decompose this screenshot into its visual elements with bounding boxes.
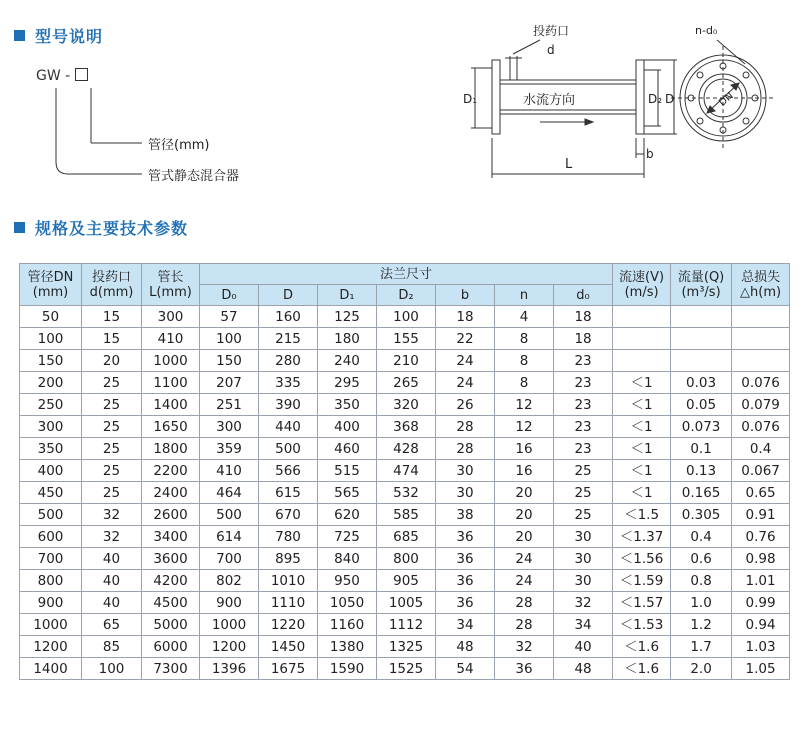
table-cell bbox=[732, 306, 790, 328]
table-cell: 1000 bbox=[142, 350, 200, 372]
table-cell: 900 bbox=[200, 592, 259, 614]
table-cell: 1000 bbox=[20, 614, 82, 636]
table-row bbox=[20, 306, 790, 328]
table-cell: ＜1.53 bbox=[613, 614, 671, 636]
table-cell: 85 bbox=[82, 636, 142, 658]
table-cell: 300 bbox=[20, 416, 82, 438]
header-flange-col: b bbox=[436, 285, 495, 306]
table-cell: 30 bbox=[436, 482, 495, 504]
table-cell: 30 bbox=[554, 526, 613, 548]
table-cell: 18 bbox=[554, 328, 613, 350]
table-cell: 25 bbox=[82, 394, 142, 416]
table-cell: 25 bbox=[82, 372, 142, 394]
table-cell: 40 bbox=[82, 548, 142, 570]
table-cell: 40 bbox=[554, 636, 613, 658]
table-cell: 0.076 bbox=[732, 416, 790, 438]
table-cell: 410 bbox=[200, 460, 259, 482]
table-cell: 57 bbox=[200, 306, 259, 328]
table-cell: 320 bbox=[377, 394, 436, 416]
table-cell: 0.8 bbox=[671, 570, 732, 592]
table-cell: 0.13 bbox=[671, 460, 732, 482]
table-cell: 32 bbox=[82, 504, 142, 526]
table-cell: 802 bbox=[200, 570, 259, 592]
table-cell: 895 bbox=[259, 548, 318, 570]
table-cell: 50 bbox=[20, 306, 82, 328]
table-cell: 474 bbox=[377, 460, 436, 482]
table-cell bbox=[671, 350, 732, 372]
table-cell: 40 bbox=[82, 570, 142, 592]
section-title-spec bbox=[14, 216, 188, 239]
header-length: 管长 L(mm) bbox=[142, 264, 200, 306]
table-cell: 685 bbox=[377, 526, 436, 548]
table-cell: 400 bbox=[20, 460, 82, 482]
table-cell: 725 bbox=[318, 526, 377, 548]
table-cell: 614 bbox=[200, 526, 259, 548]
table-cell: 1005 bbox=[377, 592, 436, 614]
table-cell: 20 bbox=[495, 526, 554, 548]
table-cell: 565 bbox=[318, 482, 377, 504]
table-cell: 1160 bbox=[318, 614, 377, 636]
table-cell bbox=[671, 306, 732, 328]
table-cell: 335 bbox=[259, 372, 318, 394]
table-cell: 2600 bbox=[142, 504, 200, 526]
table-cell: 0.165 bbox=[671, 482, 732, 504]
table-cell: 34 bbox=[436, 614, 495, 636]
table-row bbox=[20, 460, 790, 482]
table-cell: 780 bbox=[259, 526, 318, 548]
table-cell: 155 bbox=[377, 328, 436, 350]
table-cell: 5000 bbox=[142, 614, 200, 636]
title-marker-square bbox=[14, 30, 25, 41]
table-cell: 100 bbox=[20, 328, 82, 350]
table-cell: 30 bbox=[436, 460, 495, 482]
table-cell: 0.073 bbox=[671, 416, 732, 438]
label-product-name: 管式静态混合器 bbox=[148, 169, 240, 184]
table-cell: 160 bbox=[259, 306, 318, 328]
table-cell: 500 bbox=[259, 438, 318, 460]
table-cell: 36 bbox=[495, 658, 554, 680]
table-cell: 0.65 bbox=[732, 482, 790, 504]
table-cell: ＜1 bbox=[613, 372, 671, 394]
table-cell: 0.03 bbox=[671, 372, 732, 394]
table-cell: ＜1 bbox=[613, 460, 671, 482]
table-cell: 1675 bbox=[259, 658, 318, 680]
table-cell: 1112 bbox=[377, 614, 436, 636]
table-cell: 15 bbox=[82, 328, 142, 350]
table-cell: 28 bbox=[495, 614, 554, 636]
table-cell: 1380 bbox=[318, 636, 377, 658]
header-flange-col: D₁ bbox=[318, 285, 377, 306]
table-cell: 65 bbox=[82, 614, 142, 636]
table-row bbox=[20, 394, 790, 416]
table-cell bbox=[732, 350, 790, 372]
table-cell: 390 bbox=[259, 394, 318, 416]
table-cell: 15 bbox=[82, 306, 142, 328]
table-cell: 0.76 bbox=[732, 526, 790, 548]
table-cell: 1400 bbox=[20, 658, 82, 680]
table-cell: 180 bbox=[318, 328, 377, 350]
D1-label: D₁ bbox=[463, 92, 478, 106]
table-cell: 210 bbox=[377, 350, 436, 372]
table-cell: 350 bbox=[318, 394, 377, 416]
table-cell: 464 bbox=[200, 482, 259, 504]
table-row bbox=[20, 658, 790, 680]
table-cell: 36 bbox=[436, 570, 495, 592]
table-cell: 0.98 bbox=[732, 548, 790, 570]
table-cell: 24 bbox=[495, 570, 554, 592]
table-cell: 22 bbox=[436, 328, 495, 350]
table-cell: 20 bbox=[82, 350, 142, 372]
table-cell: 0.305 bbox=[671, 504, 732, 526]
dosing-port-label: 投药口 bbox=[533, 24, 570, 38]
table-cell: ＜1 bbox=[613, 416, 671, 438]
table-cell: 28 bbox=[436, 438, 495, 460]
table-cell: 18 bbox=[436, 306, 495, 328]
table-cell: 532 bbox=[377, 482, 436, 504]
table-cell: ＜1 bbox=[613, 482, 671, 504]
table-cell: 440 bbox=[259, 416, 318, 438]
table-cell: 1800 bbox=[142, 438, 200, 460]
table-cell bbox=[613, 350, 671, 372]
spec-section-heading: 规格及主要技术参数 bbox=[35, 219, 189, 238]
table-cell: 23 bbox=[554, 350, 613, 372]
table-cell: 615 bbox=[259, 482, 318, 504]
table-row bbox=[20, 592, 790, 614]
table-cell: 207 bbox=[200, 372, 259, 394]
table-cell: 359 bbox=[200, 438, 259, 460]
table-row bbox=[20, 416, 790, 438]
table-cell: ＜1.56 bbox=[613, 548, 671, 570]
table-row bbox=[20, 636, 790, 658]
table-cell: 0.079 bbox=[732, 394, 790, 416]
table-cell: 0.94 bbox=[732, 614, 790, 636]
table-cell: 3400 bbox=[142, 526, 200, 548]
table-cell: 280 bbox=[259, 350, 318, 372]
table-cell: 32 bbox=[554, 592, 613, 614]
table-cell: 500 bbox=[200, 504, 259, 526]
table-cell: 450 bbox=[20, 482, 82, 504]
table-cell: ＜1.57 bbox=[613, 592, 671, 614]
table-cell: 1050 bbox=[318, 592, 377, 614]
table-cell: 1.03 bbox=[732, 636, 790, 658]
table-cell: 1450 bbox=[259, 636, 318, 658]
table-cell bbox=[732, 328, 790, 350]
table-cell: 12 bbox=[495, 394, 554, 416]
table-cell: 40 bbox=[82, 592, 142, 614]
table-cell: 251 bbox=[200, 394, 259, 416]
table-cell: 36 bbox=[436, 548, 495, 570]
table-cell bbox=[613, 306, 671, 328]
table-cell: 3600 bbox=[142, 548, 200, 570]
table-cell: ＜1.6 bbox=[613, 636, 671, 658]
table-cell: 20 bbox=[495, 482, 554, 504]
spec-table bbox=[19, 263, 790, 680]
table-cell: 25 bbox=[82, 460, 142, 482]
table-cell: 25 bbox=[82, 482, 142, 504]
model-code-prefix: GW - bbox=[36, 68, 71, 84]
table-cell: 515 bbox=[318, 460, 377, 482]
table-cell: 12 bbox=[495, 416, 554, 438]
table-cell: 1.01 bbox=[732, 570, 790, 592]
header-flange: 法兰尺寸 bbox=[200, 264, 613, 285]
table-cell: 0.1 bbox=[671, 438, 732, 460]
model-code-diagram bbox=[36, 64, 296, 194]
table-cell: 265 bbox=[377, 372, 436, 394]
table-cell: 215 bbox=[259, 328, 318, 350]
table-cell: 100 bbox=[200, 328, 259, 350]
table-cell: ＜1.6 bbox=[613, 658, 671, 680]
table-cell: 8 bbox=[495, 328, 554, 350]
table-cell: 150 bbox=[20, 350, 82, 372]
table-cell: 16 bbox=[495, 438, 554, 460]
L-label: L bbox=[565, 157, 573, 172]
table-cell: 36 bbox=[436, 592, 495, 614]
table-cell: 200 bbox=[20, 372, 82, 394]
table-cell: 34 bbox=[554, 614, 613, 636]
table-cell: 23 bbox=[554, 416, 613, 438]
table-cell: 585 bbox=[377, 504, 436, 526]
table-cell bbox=[671, 328, 732, 350]
header-flange-col: D₂ bbox=[377, 285, 436, 306]
table-cell: 54 bbox=[436, 658, 495, 680]
table-cell: 36 bbox=[436, 526, 495, 548]
n-d0-label: n-d₀ bbox=[695, 24, 718, 37]
header-port: 投药口 d(mm) bbox=[82, 264, 142, 306]
table-cell: 1110 bbox=[259, 592, 318, 614]
table-row bbox=[20, 504, 790, 526]
table-cell: 1.7 bbox=[671, 636, 732, 658]
table-cell: ＜1.37 bbox=[613, 526, 671, 548]
table-cell: 240 bbox=[318, 350, 377, 372]
header-flange-col: D bbox=[259, 285, 318, 306]
table-cell: 20 bbox=[495, 504, 554, 526]
table-cell: 1590 bbox=[318, 658, 377, 680]
table-cell: 0.99 bbox=[732, 592, 790, 614]
table-row bbox=[20, 328, 790, 350]
table-row bbox=[20, 438, 790, 460]
table-cell: 700 bbox=[200, 548, 259, 570]
table-cell: 600 bbox=[20, 526, 82, 548]
table-cell: 1000 bbox=[200, 614, 259, 636]
table-row bbox=[20, 526, 790, 548]
table-cell: 0.91 bbox=[732, 504, 790, 526]
table-cell: 25 bbox=[554, 460, 613, 482]
table-cell: 0.6 bbox=[671, 548, 732, 570]
table-cell: 30 bbox=[554, 570, 613, 592]
table-row bbox=[20, 372, 790, 394]
table-cell: 26 bbox=[436, 394, 495, 416]
table-cell: 4 bbox=[495, 306, 554, 328]
DN-label: DN bbox=[717, 90, 736, 109]
model-connector-lines bbox=[36, 64, 156, 194]
table-cell: 1.05 bbox=[732, 658, 790, 680]
table-cell: 8 bbox=[495, 350, 554, 372]
table-cell: 28 bbox=[436, 416, 495, 438]
table-cell: 28 bbox=[495, 592, 554, 614]
table-cell: 25 bbox=[554, 504, 613, 526]
table-cell: 950 bbox=[318, 570, 377, 592]
table-cell bbox=[613, 328, 671, 350]
table-cell: 400 bbox=[318, 416, 377, 438]
table-cell: 1396 bbox=[200, 658, 259, 680]
table-cell: 24 bbox=[436, 350, 495, 372]
table-cell: 23 bbox=[554, 394, 613, 416]
table-cell: 24 bbox=[495, 548, 554, 570]
D-label: D bbox=[665, 92, 675, 106]
header-flow: 流量(Q) (m³/s) bbox=[671, 264, 732, 306]
table-cell: ＜1.5 bbox=[613, 504, 671, 526]
table-cell: 24 bbox=[436, 372, 495, 394]
model-section-heading: 型号说明 bbox=[35, 27, 104, 46]
table-cell: 1010 bbox=[259, 570, 318, 592]
table-cell: 2.0 bbox=[671, 658, 732, 680]
section-title-model bbox=[14, 24, 103, 47]
table-cell: 0.4 bbox=[732, 438, 790, 460]
table-row bbox=[20, 548, 790, 570]
table-cell: 1200 bbox=[200, 636, 259, 658]
pipe-drawing bbox=[455, 18, 785, 188]
table-cell: 18 bbox=[554, 306, 613, 328]
table-cell: 1650 bbox=[142, 416, 200, 438]
table-cell: 25 bbox=[82, 438, 142, 460]
table-cell: 800 bbox=[20, 570, 82, 592]
table-cell: 25 bbox=[554, 482, 613, 504]
table-cell: 48 bbox=[436, 636, 495, 658]
table-row bbox=[20, 482, 790, 504]
table-cell: 23 bbox=[554, 438, 613, 460]
table-cell: 0.067 bbox=[732, 460, 790, 482]
header-flange-col: D₀ bbox=[200, 285, 259, 306]
table-cell: 620 bbox=[318, 504, 377, 526]
table-cell: 800 bbox=[377, 548, 436, 570]
table-cell: 1220 bbox=[259, 614, 318, 636]
table-cell: 150 bbox=[200, 350, 259, 372]
table-cell: 670 bbox=[259, 504, 318, 526]
label-diameter: 管径(mm) bbox=[148, 138, 210, 153]
header-flange-col: d₀ bbox=[554, 285, 613, 306]
table-cell: 1525 bbox=[377, 658, 436, 680]
table-cell: 0.05 bbox=[671, 394, 732, 416]
d-label: d bbox=[547, 43, 555, 57]
table-cell: ＜1 bbox=[613, 438, 671, 460]
table-cell: 250 bbox=[20, 394, 82, 416]
table-cell: 566 bbox=[259, 460, 318, 482]
table-cell: 700 bbox=[20, 548, 82, 570]
table-cell: 6000 bbox=[142, 636, 200, 658]
table-row bbox=[20, 350, 790, 372]
table-row bbox=[20, 570, 790, 592]
table-cell: 900 bbox=[20, 592, 82, 614]
title-marker-square bbox=[14, 222, 25, 233]
table-cell: 0.076 bbox=[732, 372, 790, 394]
table-cell: 368 bbox=[377, 416, 436, 438]
table-cell: 840 bbox=[318, 548, 377, 570]
table-cell: 500 bbox=[20, 504, 82, 526]
left-flange bbox=[492, 60, 500, 134]
table-cell: 16 bbox=[495, 460, 554, 482]
header-loss: 总损失 △h(m) bbox=[732, 264, 790, 306]
header-flange-col: n bbox=[495, 285, 554, 306]
table-cell: 32 bbox=[82, 526, 142, 548]
header-velocity: 流速(V) (m/s) bbox=[613, 264, 671, 306]
table-cell: 410 bbox=[142, 328, 200, 350]
table-cell: 2400 bbox=[142, 482, 200, 504]
table-cell: ＜1.59 bbox=[613, 570, 671, 592]
header-dn: 管径DN (mm) bbox=[20, 264, 82, 306]
flow-direction-label: 水流方向 bbox=[523, 93, 576, 108]
table-cell: 1200 bbox=[20, 636, 82, 658]
table-cell: 300 bbox=[200, 416, 259, 438]
table-cell: 1325 bbox=[377, 636, 436, 658]
table-cell: 295 bbox=[318, 372, 377, 394]
table-cell: 8 bbox=[495, 372, 554, 394]
table-row bbox=[20, 614, 790, 636]
table-cell: 905 bbox=[377, 570, 436, 592]
D2-label: D₂ bbox=[648, 92, 663, 106]
table-cell: 7300 bbox=[142, 658, 200, 680]
table-cell: 2200 bbox=[142, 460, 200, 482]
table-cell: ＜1 bbox=[613, 394, 671, 416]
table-cell: 428 bbox=[377, 438, 436, 460]
table-cell: 1100 bbox=[142, 372, 200, 394]
table-cell: 125 bbox=[318, 306, 377, 328]
table-cell: 30 bbox=[554, 548, 613, 570]
table-cell: 0.4 bbox=[671, 526, 732, 548]
table-cell: 32 bbox=[495, 636, 554, 658]
table-cell: 1400 bbox=[142, 394, 200, 416]
table-cell: 23 bbox=[554, 372, 613, 394]
table-cell: 38 bbox=[436, 504, 495, 526]
table-cell: 460 bbox=[318, 438, 377, 460]
table-cell: 1.0 bbox=[671, 592, 732, 614]
table-cell: 48 bbox=[554, 658, 613, 680]
b-label: b bbox=[646, 147, 654, 161]
table-cell: 300 bbox=[142, 306, 200, 328]
table-cell: 350 bbox=[20, 438, 82, 460]
table-cell: 4200 bbox=[142, 570, 200, 592]
right-flange bbox=[636, 60, 644, 134]
table-cell: 25 bbox=[82, 416, 142, 438]
table-cell: 1.2 bbox=[671, 614, 732, 636]
table-cell: 4500 bbox=[142, 592, 200, 614]
table-cell: 100 bbox=[377, 306, 436, 328]
table-cell: 100 bbox=[82, 658, 142, 680]
